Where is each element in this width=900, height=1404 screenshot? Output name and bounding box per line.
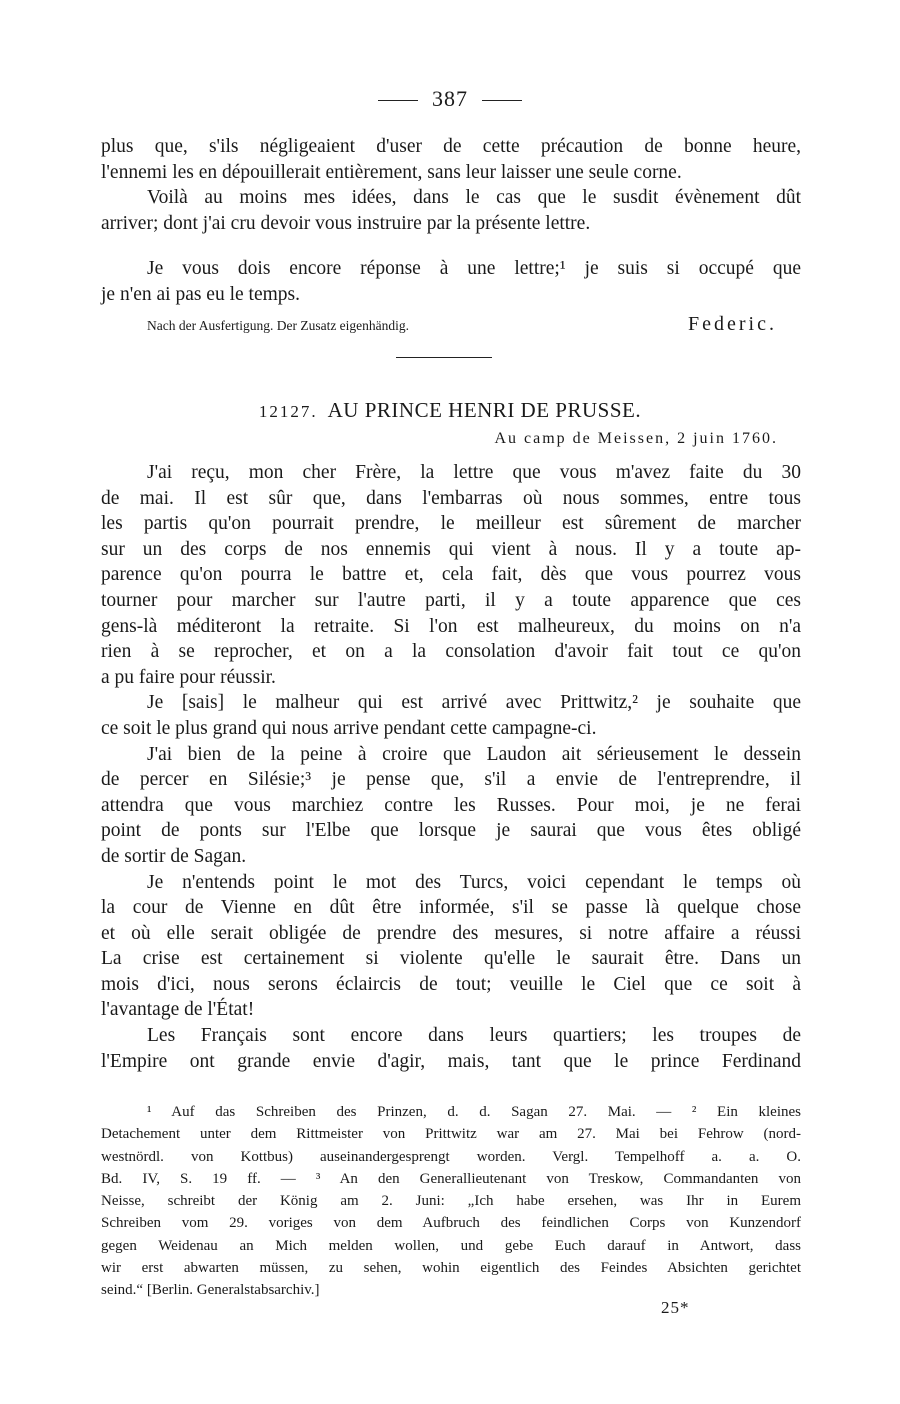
page-header	[0, 86, 900, 112]
footnote-line: Schreiben vom 29. voriges von dem Aufbruch des feindlichen Corps von Kunzendorf	[101, 1215, 801, 1232]
postscript	[101, 256, 801, 336]
header-rule-left	[378, 100, 418, 101]
text-line: Voilà au moins mes idées, dans le cas que le susdit évènement dût	[147, 187, 801, 209]
text-line: mois d'ici, nous serons éclaircis de tout; veuille le Ciel que ce soit à	[101, 973, 801, 995]
header-rule-right	[482, 100, 522, 101]
letter-heading	[0, 398, 900, 423]
footnote-line: gegen Weidenau an Mich melden wollen, und gebe Euch darauf in Antwort, dass	[101, 1237, 801, 1254]
text-line: gens-là méditeront la retraite. Si l'on est malheureux, du moins on n'a	[101, 615, 801, 637]
text-line: je n'en ai pas eu le temps.	[101, 283, 300, 305]
letter-body	[101, 460, 801, 1074]
text-line: Je [sais] le malheur qui est arrivé avec Prittwitz,² je souhaite que	[147, 692, 801, 714]
footnote-line: seind.“ [Berlin. Generalstabsarchiv.]	[101, 1282, 320, 1299]
footnote-line: westnördl. von Kottbus) auseinandergesprengt worden. Vergl. Tempelhoff a. a. O.	[101, 1148, 801, 1165]
text-line: de mai. Il est sûr que, dans l'embarras où nous sommes, entre tous	[101, 487, 801, 509]
text-line: l'ennemi les en dépouillerait entièrement, sans leur laisser une seule corne.	[101, 161, 682, 183]
page-number: 387	[432, 86, 468, 111]
text-line: de percer en Silésie;³ je pense que, s'il a envie de l'entreprendre, il	[101, 769, 801, 791]
text-line: a pu faire pour réussir.	[101, 666, 276, 688]
text-line: la cour de Vienne en dût être informée, s'il se passe là quelque chose	[101, 897, 801, 919]
letter-title: AU PRINCE HENRI DE PRUSSE.	[327, 398, 642, 422]
source-note: Nach der Ausfertigung. Der Zusatz eigenhändig.	[147, 318, 410, 334]
text-line: l'Empire ont grande envie d'agir, mais, tant que le prince Ferdinand	[101, 1050, 801, 1072]
text-line: Les Français sont encore dans leurs quartiers; les troupes de	[147, 1025, 801, 1047]
intro-text	[101, 134, 801, 236]
text-line: sur un des corps de nos ennemis qui vient à nous. Il y a toute ap-	[101, 538, 801, 560]
text-line: rien à se reprocher, et on a la consolation d'avoir fait tout ce qu'on	[101, 641, 801, 663]
text-line: tourner pour marcher sur l'autre parti, il y a toute apparence que ces	[101, 589, 801, 611]
text-line: ce soit le plus grand qui nous arrive pendant cette campagne-ci.	[101, 717, 597, 739]
text-line: l'avantage de l'État!	[101, 999, 255, 1021]
text-line: La crise est certainement si violente qu'elle le saurait être. Dans un	[101, 948, 801, 970]
text-line: et où elle serait obligée de prendre des mesures, si notre affaire a réussi	[101, 922, 801, 944]
text-line: Je n'entends point le mot des Turcs, voici cependant le temps où	[147, 871, 801, 893]
text-line: les partis qu'on pourrait prendre, le meilleur est sûrement de marcher	[101, 513, 801, 535]
section-separator	[396, 357, 492, 358]
footnote-line: Detachement unter dem Rittmeister von Prittwitz war am 27. Mai bei Fehrow (nord-	[101, 1126, 801, 1143]
text-line: point de ponts sur l'Elbe que lorsque je saurai que vous êtes obligé	[101, 820, 801, 842]
letter-number: 12127.	[258, 402, 318, 421]
footnote-line: ¹ Auf das Schreiben des Prinzen, d. d. Sagan 27. Mai. — ² Ein kleines	[147, 1104, 801, 1120]
text-line: attendra que vous marchiez contre les Russes. Pour moi, je ne ferai	[101, 794, 801, 816]
footnote-line: Bd. IV, S. 19 ff. — ³ An den Generallieutenant von Treskow, Commandanten von	[101, 1170, 801, 1187]
signature-mark: 25*	[661, 1298, 690, 1317]
footnote-line: Neisse, schreibt der König am 2. Juni: „Ich habe ersehen, was Ihr in Eurem	[101, 1193, 801, 1210]
footnotes	[101, 1101, 801, 1302]
text-line: plus que, s'ils négligeaient d'user de cette précaution de bonne heure,	[101, 136, 801, 157]
text-line: Je vous dois encore réponse à une lettre;¹ je suis si occupé que	[147, 258, 801, 279]
text-line: de sortir de Sagan.	[101, 845, 247, 867]
text-line: arriver; dont j'ai cru devoir vous instruire par la présente lettre.	[101, 212, 591, 234]
text-line: J'ai reçu, mon cher Frère, la lettre que vous m'avez faite du 30	[147, 462, 801, 483]
text-line: J'ai bien de la peine à croire que Laudon ait sérieusement le dessein	[147, 743, 801, 765]
place-date: Au camp de Meissen, 2 juin 1760.	[494, 430, 778, 447]
text-line: parence qu'on pourra le battre et, cela fait, dès que vous pourrez vous	[101, 564, 801, 586]
signature: Federic.	[688, 313, 777, 336]
footnote-line: wir erst abwarten müssen, zu sehen, wohin eigentlich des Feindes Absichten gerichtet	[101, 1260, 801, 1277]
